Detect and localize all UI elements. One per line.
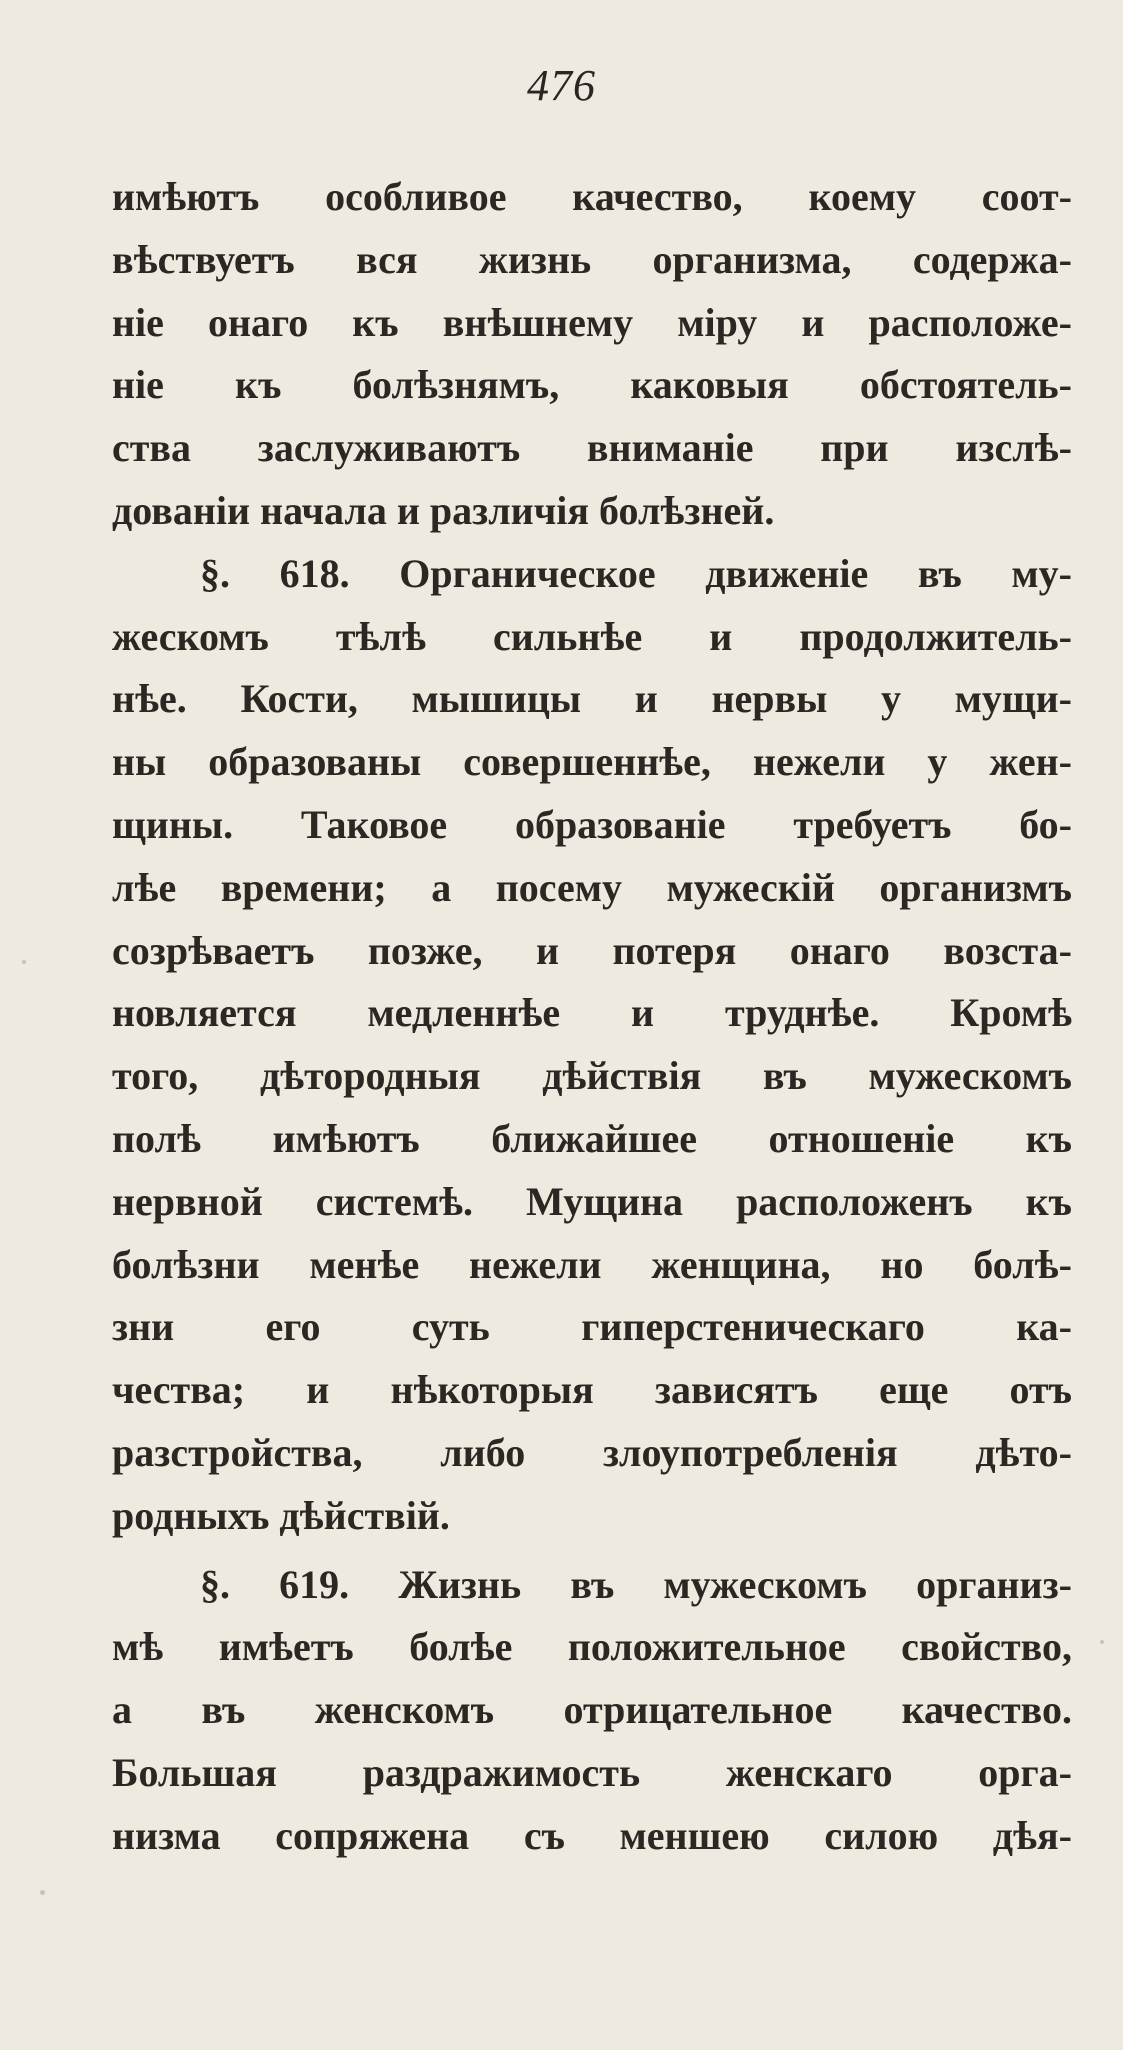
paper-speck <box>1100 1640 1104 1644</box>
text-line: нервной системѣ. Мущина расположенъ къ <box>112 1178 1072 1224</box>
paragraph-619 <box>112 1554 1072 1868</box>
text-line: §. 618. Органическое движеніе въ му- <box>200 550 1072 596</box>
page-number: 476 <box>527 61 596 110</box>
text-line: ства заслуживаютъ вниманіе при изслѣ- <box>112 425 1072 471</box>
text-line: новляется медленнѣе и труднѣе. Кромѣ <box>112 990 1072 1036</box>
text-line: полѣ имѣютъ ближайшее отношеніе къ <box>112 1115 1072 1161</box>
text-line: вѣствуетъ вся жизнь организма, содержа- <box>112 236 1072 282</box>
text-line: Большая раздражимость женскаго орга- <box>112 1749 1072 1795</box>
text-line: щины. Таковое образованіе требуетъ бо- <box>112 801 1072 847</box>
text-line: нѣе. Кости, мышицы и нервы у мущи- <box>112 676 1072 722</box>
text-line: ны образованы совершеннѣе, нежели у жен- <box>112 739 1072 785</box>
text-line: зни его суть гиперстеническаго ка- <box>112 1304 1072 1350</box>
text-line: чества; и нѣкоторыя зависятъ еще отъ <box>112 1367 1072 1413</box>
paragraph-618 <box>112 543 1072 1548</box>
text-line: болѣзни менѣе нежели женщина, но болѣ- <box>112 1241 1072 1287</box>
text-line: того, дѣтородныя дѣйствія въ мужескомъ <box>112 1053 1072 1099</box>
text-line: ніе онаго къ внѣшнему міру и расположе- <box>112 299 1072 345</box>
text-line: родныхъ дѣйствій. <box>112 1492 450 1538</box>
text-line: §. 619. Жизнь въ мужескомъ организ- <box>200 1561 1072 1607</box>
paragraph-1 <box>112 166 1072 543</box>
text-line: дованіи начала и различія болѣзней. <box>112 487 775 533</box>
text-line: имѣютъ особливое качество, коему соот- <box>112 174 1072 219</box>
paper-speck <box>22 960 26 964</box>
text-line: ніе къ болѣзнямъ, каковыя обстоятель- <box>112 362 1072 408</box>
text-line: низма сопряжена съ меншею силою дѣя- <box>112 1812 1072 1858</box>
text-line: а въ женскомъ отрицательное качество. <box>112 1687 1072 1733</box>
text-line: лѣе времени; а посему мужескій организмъ <box>112 864 1072 910</box>
text-line: созрѣваетъ позже, и потеря онаго возста- <box>112 927 1072 973</box>
text-line: жескомъ тѣлѣ сильнѣе и продолжитель- <box>112 613 1072 659</box>
page-text <box>112 166 1072 1868</box>
text-line: разстройства, либо злоупотребленія дѣто- <box>112 1429 1072 1475</box>
paper-speck <box>40 1890 45 1895</box>
text-line: мѣ имѣетъ болѣе положительное свойство, <box>112 1624 1072 1670</box>
